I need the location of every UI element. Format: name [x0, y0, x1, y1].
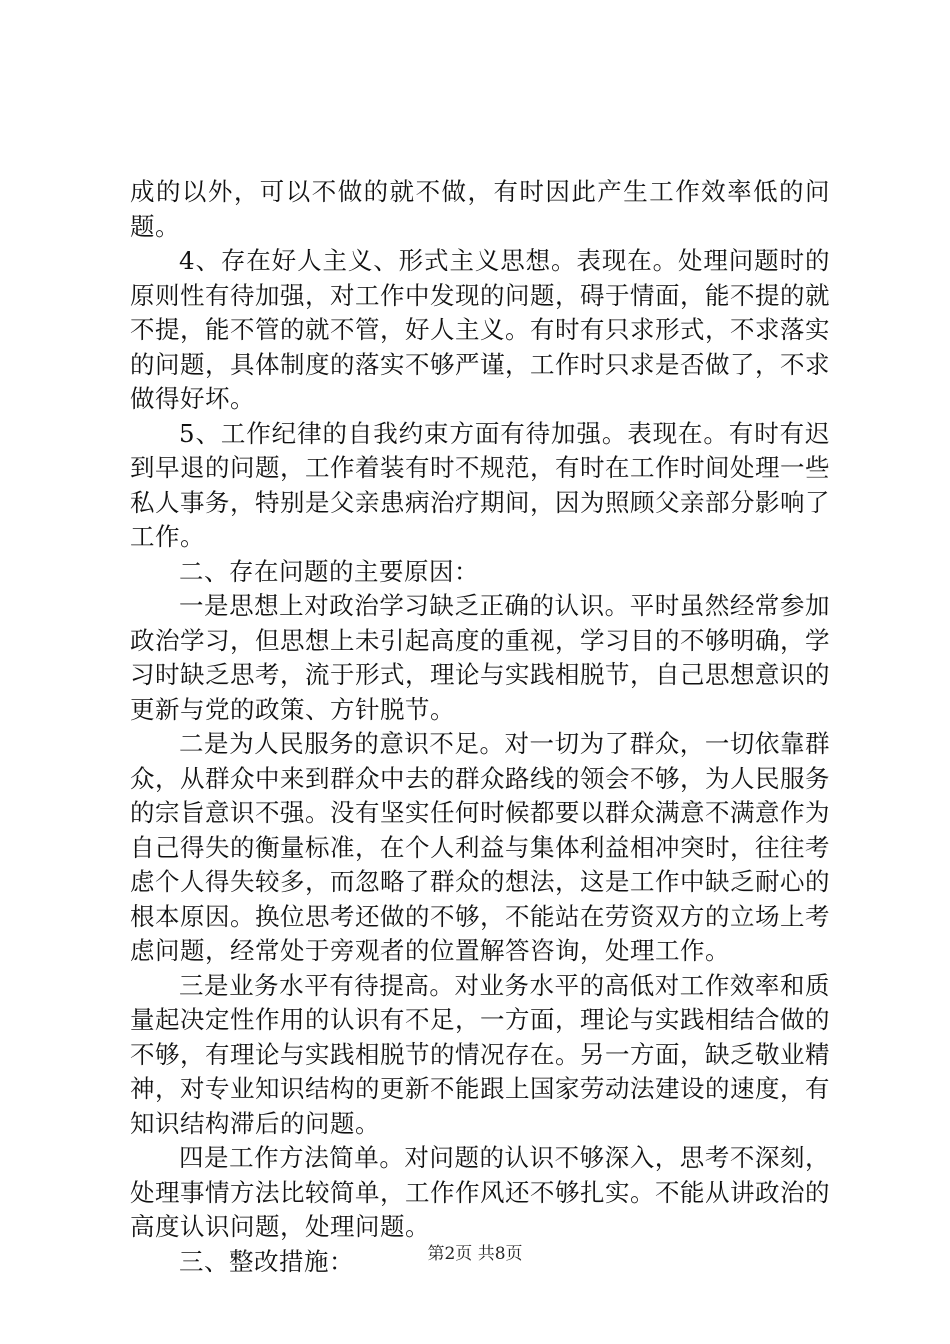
document-body [130, 175, 830, 1279]
paragraph-cause-1: 一是思想上对政治学习缺乏正确的认识。平时虽然经常参加政治学习，但思想上未引起高度的重视，学习目的不够明确，学习时缺乏思考，流于形式，理论与实践相脱节，自己思想意识的更新与党的政策、方针脱节。 [130, 591, 830, 724]
paragraph-item-4: 4、存在好人主义、形式主义思想。表现在。处理问题时的原则性有待加强，对工作中发现的问题，碍于情面，能不提的就不提，能不管的就不管，好人主义。有时有只求形式，不求落实的问题，具体制度的落实不够严谨，工作时只求是否做了，不求做得好坏。 [130, 246, 830, 413]
paragraph-cause-4: 四是工作方法简单。对问题的认识不够深入，思考不深刻，处理事情方法比较简单，工作作风还不够扎实。不能从讲政治的高度认识问题，处理问题。 [130, 1143, 830, 1241]
paragraph-continuation: 成的以外，可以不做的就不做，有时因此产生工作效率低的问题。 [130, 177, 830, 241]
paragraph-cause-3: 三是业务水平有待提高。对业务水平的高低对工作效率和质量起决定性作用的认识有不足，一方面，理论与实践相结合做的不够，有理论与实践相脱节的情况存在。另一方面，缺乏敬业精神，对专业知识结构的更新不能跟上国家劳动法建设的速度，有知识结构滞后的问题。 [130, 970, 830, 1138]
section-heading-measures: 三、整改措施： [179, 1246, 354, 1276]
section-heading-causes: 二、存在问题的主要原因： [179, 556, 479, 586]
paragraph-cause-2: 二是为人民服务的意识不足。对一切为了群众，一切依靠群众，从群众中来到群众中去的群众路线的领会不够，为人民服务的宗旨意识不强。没有坚实任何时候都要以群众满意不满意作为自己得失的衡量标准，在个人利益与集体利益相冲突时，往往考虑个人得失较多，而忽略了群众的想法，这是工作中缺乏耐心的根本原因。换位思考还做的不够，不能站在劳资双方的立场上考虑问题，经常处于旁观者的位置解答咨询，处理工作。 [130, 729, 830, 965]
page-number-footer: 第2页 共8页 [427, 1244, 523, 1264]
paragraph-item-5: 5、工作纪律的自我约束方面有待加强。表现在。有时有迟到早退的问题，工作着装有时不规范，有时在工作时间处理一些私人事务，特别是父亲患病治疗期间，因为照顾父亲部分影响了工作。 [130, 418, 830, 551]
